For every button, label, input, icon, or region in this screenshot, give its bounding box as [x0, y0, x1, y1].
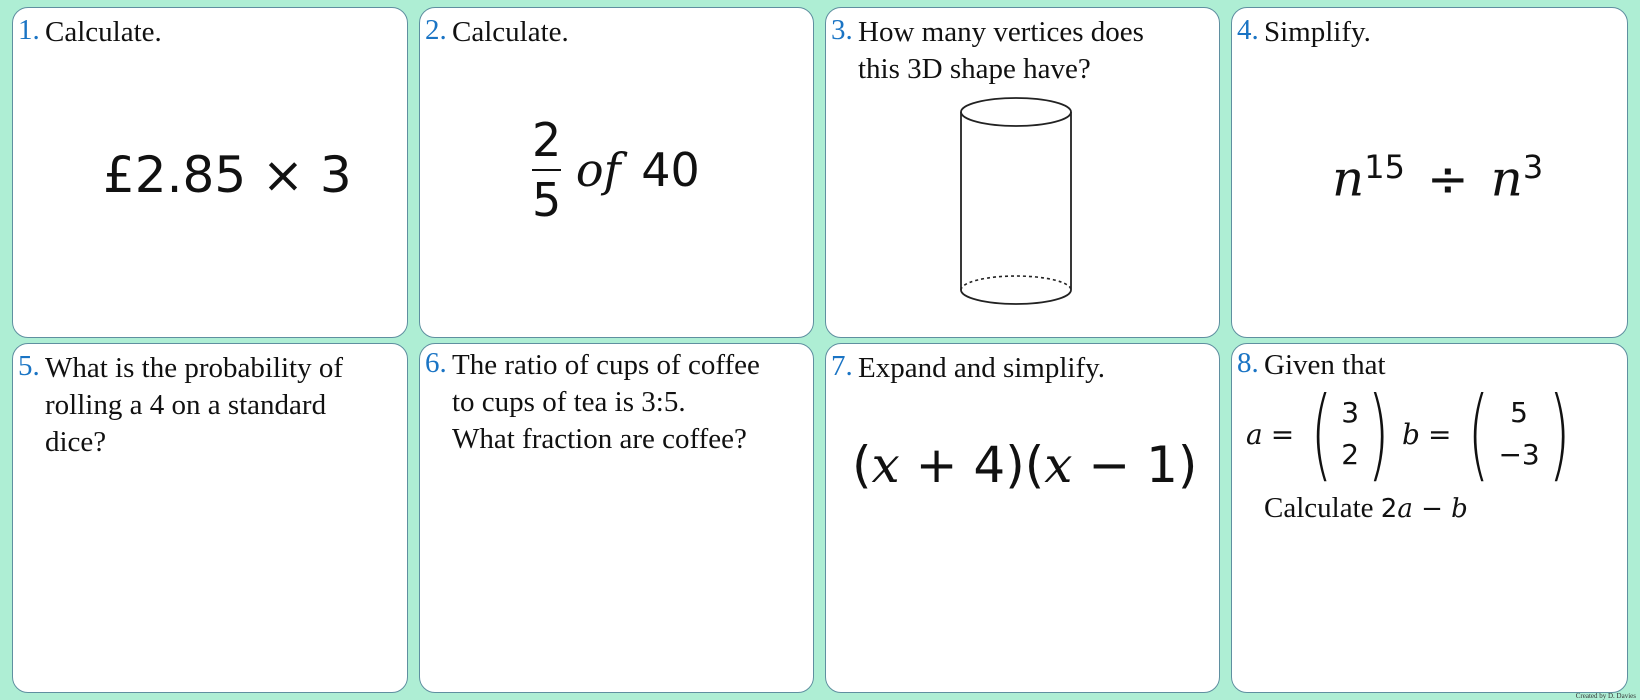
- question-card-6: [419, 343, 814, 693]
- question-card-4: [1231, 7, 1628, 338]
- math-expression: (x + 4)(x − 1): [852, 436, 1198, 494]
- question-number: 4.: [1237, 14, 1259, 46]
- credit-text: Created by D. Davies: [1575, 692, 1636, 700]
- question-text: The ratio of cups of coffee to cups of tea is 3:5. What fraction are coffee?: [452, 349, 760, 455]
- calculate-instruction: Calculate 2a − b: [1264, 492, 1468, 524]
- vector-a: ( 3 2 ): [1310, 375, 1390, 492]
- question-text: Calculate.: [452, 16, 569, 48]
- question-card-8: [1231, 343, 1628, 693]
- math-expression: $\frac{2}{5}$ of 40: [532, 113, 700, 227]
- question-card-2: [419, 7, 814, 338]
- question-number: 3.: [831, 14, 853, 46]
- question-text: What is the probability of rolling a 4 on a standard dice?: [45, 352, 343, 458]
- question-number: 1.: [18, 14, 40, 46]
- question-card-1: [12, 7, 408, 338]
- question-card-7: [825, 343, 1220, 693]
- question-number: 2.: [425, 14, 447, 46]
- vector-definitions: a = ( 3 2 ) b = ( 5 −3 ): [1246, 384, 1579, 484]
- question-card-5: [12, 343, 408, 693]
- question-text: Simplify.: [1264, 16, 1371, 48]
- question-text: How many vertices does this 3D shape have?: [858, 16, 1144, 85]
- cylinder-icon: [956, 94, 1076, 314]
- question-text: Calculate.: [45, 16, 162, 48]
- question-number: 7.: [831, 350, 853, 382]
- math-expression: £2.85 × 3: [103, 146, 352, 204]
- math-expression: $n^{15} \div n^3$: [1332, 148, 1544, 208]
- question-card-3: [825, 7, 1220, 338]
- vector-b: ( 5 −3 ): [1468, 375, 1570, 492]
- question-number: 5.: [18, 350, 40, 382]
- question-text: Given that: [1264, 349, 1386, 381]
- question-number: 6.: [425, 347, 447, 379]
- question-number: 8.: [1237, 347, 1259, 379]
- question-text: Expand and simplify.: [858, 352, 1105, 384]
- fraction: $\frac{2}{5}$: [532, 113, 562, 227]
